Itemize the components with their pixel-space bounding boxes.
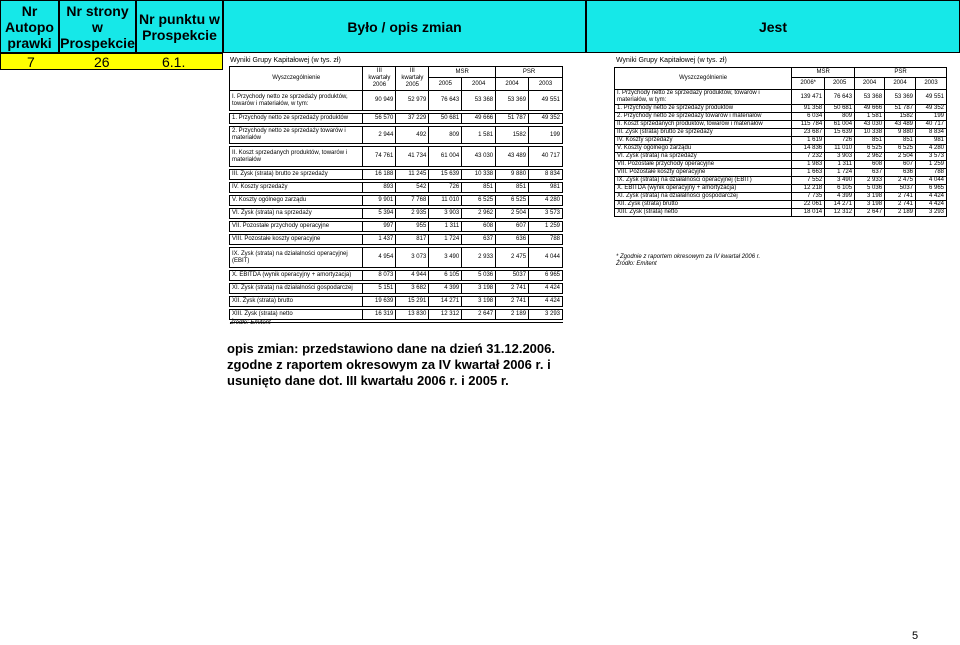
left-results-table [229,66,563,323]
table-row [230,297,563,307]
row-value: 637 [462,235,496,245]
row-value: 608 [462,222,496,232]
row-label: 2. Przychody netto ze sprzedaży towarów i materiałów [615,113,792,121]
row-label: XIII. Zysk (strata) netto [615,209,792,217]
row-value: 52 979 [396,91,429,111]
row-value: 2 475 [885,177,916,185]
right-footnote: * Zgodnie z raportem okresowym za IV kwartał 2006 r. [616,254,761,260]
row-label: 2. Przychody netto ze sprzedaży towarów i materiałów [230,127,363,144]
row-value: 5 036 [855,185,885,193]
row-label: II. Koszt sprzedanych produktów, towarów i materiałów [230,147,363,167]
right-head-2006: 2006* [792,78,825,90]
row-value: 2 962 [462,209,496,219]
row-value: 4 280 [529,196,563,206]
table-row [615,90,947,105]
row-value: 50 681 [429,114,462,124]
row-value: 4 044 [916,177,947,185]
row-value: 10 338 [855,129,885,137]
row-value: 788 [529,235,563,245]
row-value: 8 834 [529,170,563,180]
table-row [230,248,563,268]
col-punktu-header: Nr punktu w Prospekcie [136,0,223,53]
col-autoprawki-header: Nr Autopo prawki [0,0,59,53]
table-row [230,91,563,111]
table-row [230,310,563,320]
row-value: 50 681 [825,105,855,113]
row-value: 6 965 [916,185,947,193]
row-value: 3 573 [529,209,563,219]
row-value: 40 717 [916,121,947,129]
row-value: 6 105 [429,271,462,281]
row-value: 817 [396,235,429,245]
row-value: 2 504 [885,153,916,161]
row-value: 15 291 [396,297,429,307]
row-value: 41 734 [396,147,429,167]
row-label: IX. Zysk (strata) na działalności operacyjnej (EBIT) [615,177,792,185]
row-value: 1 437 [363,235,396,245]
right-results-table [614,67,947,217]
row-label: II. Koszt sprzedanych produktów, towarów i materiałów [615,121,792,129]
row-label: XII. Zysk (strata) brutto [615,201,792,209]
row-value: 4 399 [825,193,855,201]
table-row [615,201,947,209]
page-number: 5 [912,630,919,642]
row-value: 1 663 [792,169,825,177]
row-label: VI. Zysk (strata) na sprzedaży [615,153,792,161]
row-value: 2 935 [396,209,429,219]
row-value: 139 471 [792,90,825,105]
row-value: 2 933 [462,248,496,268]
table-row [615,153,947,161]
row-value: 2 741 [496,284,529,294]
right-head-psr: PSR [855,68,947,78]
row-value: 5 151 [363,284,396,294]
table-row [615,105,947,113]
table-row [230,170,563,180]
row-value: 607 [496,222,529,232]
row-label: XI. Zysk (strata) na działalności gospodarczej [615,193,792,201]
row-value: 43 030 [462,147,496,167]
row-value: 10 338 [462,170,496,180]
row-value: 6 525 [885,145,916,153]
row-label: VII. Pozostałe przychody operacyjne [230,222,363,232]
table-row [615,193,947,201]
row-value: 7 552 [792,177,825,185]
row-value: 4 954 [363,248,396,268]
row-value: 9 901 [363,196,396,206]
row-value: 4 280 [916,145,947,153]
row-value: 53 369 [885,90,916,105]
row-label: III. Zysk (strata) brutto ze sprzedaży [230,170,363,180]
row-value: 4 944 [396,271,429,281]
row-value: 1 259 [916,161,947,169]
row-value: 5 036 [462,271,496,281]
row-value: 2 189 [496,310,529,320]
row-value: 11 010 [429,196,462,206]
row-value: 7 768 [396,196,429,206]
row-value: 3 073 [396,248,429,268]
row-value: 1 724 [429,235,462,245]
row-label: 1. Przychody netto ze sprzedaży produktów [615,105,792,113]
table-row [615,169,947,177]
row-value: 4 424 [529,297,563,307]
row-value: 37 229 [396,114,429,124]
row-value: 2 647 [462,310,496,320]
row-value: 3 198 [462,284,496,294]
row-value: 74 761 [363,147,396,167]
row-value: 76 643 [825,90,855,105]
table-row [230,209,563,219]
row-value: 3 903 [429,209,462,219]
row-value: 1 259 [529,222,563,232]
row-value: 18 014 [792,209,825,217]
row-value: 5037 [885,185,916,193]
table-row [230,183,563,193]
row-label: VIII. Pozostałe koszty operacyjne [615,169,792,177]
row-value: 49 666 [462,114,496,124]
row-value: 3 682 [396,284,429,294]
right-head-msr: MSR [792,68,855,78]
row-value: 851 [855,137,885,145]
right-table-title: Wyniki Grupy Kapitałowej (w tys. zł) [616,57,727,64]
header-band [0,0,960,70]
row-value: 9 880 [885,129,916,137]
row-value: 981 [529,183,563,193]
row-value: 4 424 [529,284,563,294]
row-value: 49 666 [855,105,885,113]
row-value: 16 188 [363,170,396,180]
row-value: 11 010 [825,145,855,153]
row-value: 11 245 [396,170,429,180]
left-head-2005: 2005 [429,78,462,91]
row-value: 5037 [496,271,529,281]
row-value: 6 034 [792,113,825,121]
row-value: 9 880 [496,170,529,180]
row-value: 76 643 [429,91,462,111]
row-value: 2 944 [363,127,396,144]
row-spacer [230,320,563,323]
row-value: 2 741 [496,297,529,307]
table-row [230,235,563,245]
row-value: 1 581 [462,127,496,144]
table-row [615,161,947,169]
row-value: 2 189 [885,209,916,217]
row-value: 49 352 [916,105,947,113]
row-label: I. Przychody netto ze sprzedaży produktów, towarów i materiałów, w tym: [230,91,363,111]
table-row [230,114,563,124]
row-value: 2 475 [496,248,529,268]
right-head-2003: 2003 [916,78,947,90]
row-value: 12 312 [825,209,855,217]
row-value: 637 [855,169,885,177]
row-value: 199 [529,127,563,144]
row-value: 53 369 [496,91,529,111]
row-value: 726 [825,137,855,145]
row-autoprawki: 7 [27,54,35,70]
table-row [615,129,947,137]
row-strona: 26 [94,54,110,70]
row-value: 5 394 [363,209,396,219]
row-value: 851 [496,183,529,193]
left-head-msr: MSR [429,67,496,78]
left-table-title: Wyniki Grupy Kapitałowej (w tys. zł) [230,57,341,64]
row-value: 1 724 [825,169,855,177]
row-value: 1 581 [855,113,885,121]
table-row [230,196,563,206]
row-label: XII. Zysk (strata) brutto [230,297,363,307]
row-value: 3 198 [462,297,496,307]
row-value: 90 949 [363,91,396,111]
row-value: 542 [396,183,429,193]
row-value: 1 983 [792,161,825,169]
left-head-2003: 2003 [529,78,563,91]
row-value: 1 311 [429,222,462,232]
row-value: 2 933 [855,177,885,185]
row-value: 3 198 [855,193,885,201]
row-label: IV. Koszty sprzedaży [230,183,363,193]
table-row [230,127,563,144]
row-value: 2 962 [855,153,885,161]
row-value: 809 [429,127,462,144]
table-row [615,185,947,193]
row-value: 7 735 [792,193,825,201]
row-value: 43 030 [855,121,885,129]
row-value: 19 639 [363,297,396,307]
row-value: 61 004 [429,147,462,167]
row-value: 12 312 [429,310,462,320]
row-label: X. EBITDA (wynik operacyjny + amortyzacja) [230,271,363,281]
row-value: 726 [429,183,462,193]
left-head-2004a: 2004 [462,78,496,91]
table-row [230,284,563,294]
right-head-2004a: 2004 [855,78,885,90]
row-value: 14 836 [792,145,825,153]
row-value: 608 [855,161,885,169]
row-label: XIII. Zysk (strata) netto [230,310,363,320]
row-value: 56 570 [363,114,396,124]
row-value: 3 490 [429,248,462,268]
row-value: 1582 [496,127,529,144]
row-value: 3 573 [916,153,947,161]
left-head-q2006: III kwartały 2006 [363,67,396,91]
row-label: XI. Zysk (strata) na działalności gospodarczej [230,284,363,294]
row-value: 51 787 [496,114,529,124]
row-label: X. EBITDA (wynik operacyjny + amortyzacja) [615,185,792,193]
row-value: 15 639 [825,129,855,137]
row-value: 23 687 [792,129,825,137]
row-value: 851 [462,183,496,193]
left-head-q2005: III kwartały 2005 [396,67,429,91]
row-value: 636 [885,169,916,177]
row-label: I. Przychody netto ze sprzedaży produktów, towarów i materiałów, w tym: [615,90,792,105]
row-value: 3 490 [825,177,855,185]
row-label: VIII. Pozostałe koszty operacyjne [230,235,363,245]
row-value: 49 352 [529,114,563,124]
row-value: 2 647 [855,209,885,217]
row-label: 1. Przychody netto ze sprzedaży produktów [230,114,363,124]
left-head-psr: PSR [496,67,563,78]
row-value: 788 [916,169,947,177]
table-row [230,222,563,232]
row-value: 492 [396,127,429,144]
row-value: 3 293 [529,310,563,320]
table-row [615,145,947,153]
col-bylo-header: Było / opis zmian [223,0,586,53]
row-punkt: 6.1. [162,54,186,70]
table-row [615,121,947,129]
row-label: III. Zysk (strata) brutto ze sprzedaży [615,129,792,137]
table-row [615,113,947,121]
left-source: Źródło: Emitent [230,320,271,326]
right-head-2004b: 2004 [885,78,916,90]
row-label: VII. Pozostałe przychody operacyjne [615,161,792,169]
row-value: 4 424 [916,201,947,209]
table-row [615,177,947,185]
row-value: 6 105 [825,185,855,193]
right-head-2005: 2005 [825,78,855,90]
row-value: 4 044 [529,248,563,268]
row-value: 6 965 [529,271,563,281]
row-value: 1 619 [792,137,825,145]
row-label: IX. Zysk (strata) na działalności operacyjnej (EBIT) [230,248,363,268]
row-value: 49 551 [529,91,563,111]
table-row [615,209,947,217]
row-value: 3 903 [825,153,855,161]
row-value: 43 489 [496,147,529,167]
col-strony-header: Nr strony w Prospekcie [59,0,136,53]
row-value: 8 834 [916,129,947,137]
table-row [230,271,563,281]
row-value: 115 784 [792,121,825,129]
row-value: 6 525 [855,145,885,153]
row-value: 6 525 [462,196,496,206]
row-value: 809 [825,113,855,121]
row-value: 3 198 [855,201,885,209]
row-value: 61 004 [825,121,855,129]
row-value: 636 [496,235,529,245]
row-value: 607 [885,161,916,169]
row-value: 4 399 [429,284,462,294]
row-value: 49 551 [916,90,947,105]
right-head-item: Wyszczególnienie [615,68,792,90]
row-value: 2 741 [885,193,916,201]
row-value: 2 504 [496,209,529,219]
row-value: 13 830 [396,310,429,320]
row-value: 4 424 [916,193,947,201]
row-value: 16 319 [363,310,396,320]
row-value: 14 271 [825,201,855,209]
row-value: 1582 [885,113,916,121]
row-value: 955 [396,222,429,232]
row-value: 12 218 [792,185,825,193]
row-value: 6 525 [496,196,529,206]
row-value: 7 232 [792,153,825,161]
row-value: 14 271 [429,297,462,307]
row-value: 91 358 [792,105,825,113]
row-value: 8 073 [363,271,396,281]
row-value: 893 [363,183,396,193]
row-label: VI. Zysk (strata) na sprzedaży [230,209,363,219]
row-value: 40 717 [529,147,563,167]
row-value: 51 787 [885,105,916,113]
table-row [230,147,563,167]
row-value: 2 741 [885,201,916,209]
row-value: 22 061 [792,201,825,209]
row-label: V. Koszty ogólnego zarządu [230,196,363,206]
row-label: IV. Koszty sprzedaży [615,137,792,145]
col-jest-header: Jest [586,0,960,53]
row-value: 53 368 [462,91,496,111]
row-value: 997 [363,222,396,232]
right-source: Źródło: Emitent [616,261,657,267]
row-value: 981 [916,137,947,145]
row-value: 3 293 [916,209,947,217]
table-row [615,137,947,145]
row-value: 1 311 [825,161,855,169]
left-head-2004b: 2004 [496,78,529,91]
row-value: 43 489 [885,121,916,129]
change-description: opis zmian: przedstawiono dane na dzień 31.12.2006. zgodne z raportem okresowym za IV kwartał 2006 r. i usunięto dane dot. III kwartału 2006 r. i 2005 r. [227,341,555,388]
row-value: 15 639 [429,170,462,180]
row-value: 199 [916,113,947,121]
row-value: 851 [885,137,916,145]
left-head-item: Wyszczególnienie [230,67,363,91]
row-label: V. Koszty ogólnego zarządu [615,145,792,153]
row-value: 53 368 [855,90,885,105]
